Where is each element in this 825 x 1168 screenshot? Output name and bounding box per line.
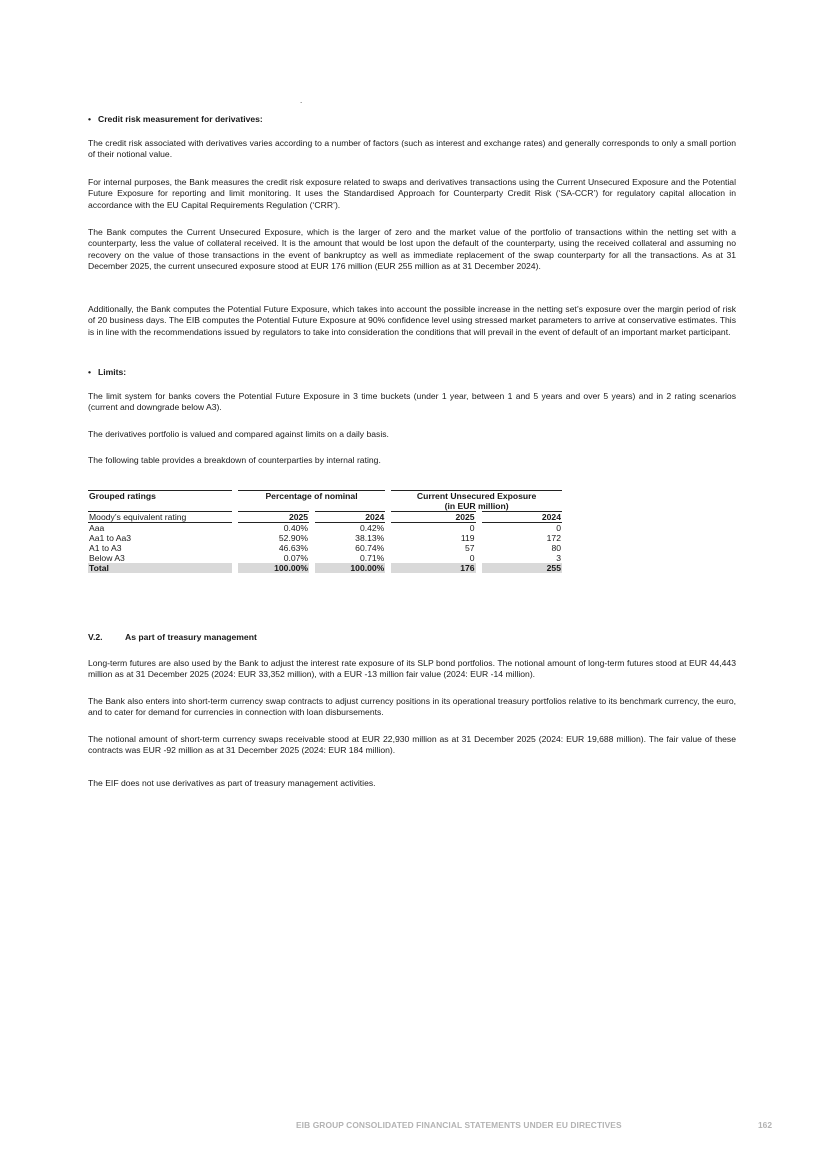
row-label-moodys: Moody’s equivalent rating bbox=[88, 512, 232, 523]
section-title: As part of treasury management bbox=[125, 632, 257, 642]
paragraph-notional-swaps: The notional amount of short-term currency swaps receivable stood at EUR 22,930 million as at 31 December 2025 (2024: EUR 19,688 million). The fair value of these contracts was EUR -92 million as at 31 December 2025 (2024: EUR 184 million). bbox=[88, 734, 736, 756]
paragraph-internal-purposes: For internal purposes, the Bank measures the credit risk exposure related to swaps and derivatives transactions using the Current Unsecured Exposure and the Potential Future Exposure for reporting and limit monitoring. It uses the Standardised Approach for Counterparty Credit Risk (‘SA-CCR’) for regulatory capital allocation in accordance with the EU Capital Requirements Regulation (‘CRR’). bbox=[88, 177, 736, 210]
table-header-row bbox=[88, 491, 562, 502]
credit-risk-heading-text: Credit risk measurement for derivatives: bbox=[98, 114, 263, 124]
paragraph-long-term-futures: Long-term futures are also used by the Bank to adjust the interest rate exposure of its SLP bond portfolios. The notional amount of long-term futures stood at EUR 44,443 million as at 31 December 2025 (2024: EUR 33,352 million), with a EUR -13 million fair value (2024: EUR -14 million). bbox=[88, 658, 736, 680]
total-label: Total bbox=[88, 563, 232, 573]
paragraph-current-unsecured-exposure: The Bank computes the Current Unsecured Exposure, which is the larger of zero and the market value of the portfolio of transactions within the netting set with a counterparty, less the value of collateral received. It is the amount that would be lost upon the default of the counterparty, using the received collateral and assuming no recovery on the value of those transactions in the event of bankruptcy as well as immediate replacement of the swap counterparty for all the transactions. As at 31 December 2025, the current unsecured exposure stood at EUR 176 million (EUR 255 million as at 31 December 2024). bbox=[88, 227, 736, 272]
bullet-icon: • bbox=[88, 114, 92, 124]
cue-2024-cell: 0 bbox=[556, 523, 561, 533]
year-header: 2025 bbox=[391, 512, 475, 523]
rating-cell: A1 to A3 bbox=[89, 543, 122, 553]
paragraph-credit-risk-intro: The credit risk associated with derivatives varies according to a number of factors (such as interest and exchange rates) and generally corresponds to only a small portion of their notional value. bbox=[88, 138, 736, 160]
paragraph-limit-system: The limit system for banks covers the Potential Future Exposure in 3 time buckets (under 1 year, between 1 and 5 years and over 5 years) and in 2 rating scenarios (current and downgrade below A3). bbox=[88, 391, 736, 413]
pct-2024-cell: 0.71% bbox=[359, 553, 385, 563]
total-cue-2024: 255 bbox=[482, 563, 562, 573]
cue-2024-cell: 3 bbox=[556, 553, 561, 563]
paragraph-daily-valuation: The derivatives portfolio is valued and compared against limits on a daily basis. bbox=[88, 429, 389, 439]
pct-2024-cell: 38.13% bbox=[355, 533, 385, 543]
cue-2024-cell: 80 bbox=[551, 543, 561, 553]
limits-heading bbox=[88, 367, 126, 377]
page-footer: EIB GROUP CONSOLIDATED FINANCIAL STATEMENTS UNDER EU DIRECTIVES bbox=[296, 1120, 622, 1130]
rating-cell: Aaa bbox=[89, 523, 105, 533]
header-current-unsecured-exposure: Current Unsecured Exposure bbox=[391, 491, 562, 502]
table-header-unit-row bbox=[88, 501, 562, 512]
header-unit: (in EUR million) bbox=[444, 501, 509, 511]
cue-2025-cell: 119 bbox=[460, 533, 475, 543]
rating-cell: Below A3 bbox=[89, 553, 125, 563]
total-pct-2025: 100.00% bbox=[238, 563, 309, 573]
counterparty-ratings-table bbox=[88, 490, 562, 573]
pct-2025-cell: 52.90% bbox=[278, 533, 309, 543]
total-cue-2025: 176 bbox=[391, 563, 475, 573]
year-header: 2025 bbox=[238, 512, 309, 523]
rating-cell: Aa1 to Aa3 bbox=[89, 533, 132, 543]
pct-2025-cell: 0.40% bbox=[283, 523, 309, 533]
header-grouped-ratings: Grouped ratings bbox=[88, 491, 232, 502]
table-row bbox=[88, 553, 562, 563]
paragraph-potential-future-exposure: Additionally, the Bank computes the Potential Future Exposure, which takes into account the possible increase in the netting set’s exposure over the margin period of risk of 20 business days. The EIB computes the Potential Future Exposure at 90% confidence level using stressed market parameters to arrive at conservative estimates. This is in line with the recommendations issued by regulators to take into consideration the conditions that will prevail in the event of default of an important market participant. bbox=[88, 304, 736, 337]
table-row bbox=[88, 523, 562, 534]
cue-2025-cell: 0 bbox=[469, 553, 475, 563]
table-row bbox=[88, 533, 562, 543]
cue-2025-cell: 57 bbox=[465, 543, 475, 553]
paragraph-table-intro: The following table provides a breakdown of counterparties by internal rating. bbox=[88, 455, 381, 465]
year-header: 2024 bbox=[315, 512, 385, 523]
pct-2024-cell: 0.42% bbox=[359, 523, 385, 533]
table-subheader-row bbox=[88, 512, 562, 523]
credit-risk-heading bbox=[88, 114, 263, 124]
pct-2025-cell: 46.63% bbox=[278, 543, 309, 553]
section-number: V.2. bbox=[88, 632, 103, 642]
paragraph-currency-swaps: The Bank also enters into short-term currency swap contracts to adjust currency positions in its operational treasury portfolios relative to its benchmark currency, the euro, and to cater for demand for currencies in connection with loan disbursements. bbox=[88, 696, 736, 718]
cue-2024-cell: 172 bbox=[546, 533, 561, 543]
bullet-icon: • bbox=[88, 367, 92, 377]
year-header: 2024 bbox=[482, 512, 562, 523]
section-heading bbox=[88, 632, 257, 642]
table-row bbox=[88, 543, 562, 553]
total-pct-2024: 100.00% bbox=[315, 563, 385, 573]
stray-dot: . bbox=[300, 96, 303, 105]
pct-2025-cell: 0.07% bbox=[283, 553, 309, 563]
header-percentage-of-nominal: Percentage of nominal bbox=[238, 491, 386, 502]
pct-2024-cell: 60.74% bbox=[355, 543, 385, 553]
table-total-row bbox=[88, 563, 562, 573]
page-number: 162 bbox=[758, 1120, 772, 1130]
cue-2025-cell: 0 bbox=[469, 523, 475, 533]
limits-heading-text: Limits: bbox=[98, 367, 127, 377]
paragraph-eif: The EIF does not use derivatives as part of treasury management activities. bbox=[88, 778, 376, 788]
